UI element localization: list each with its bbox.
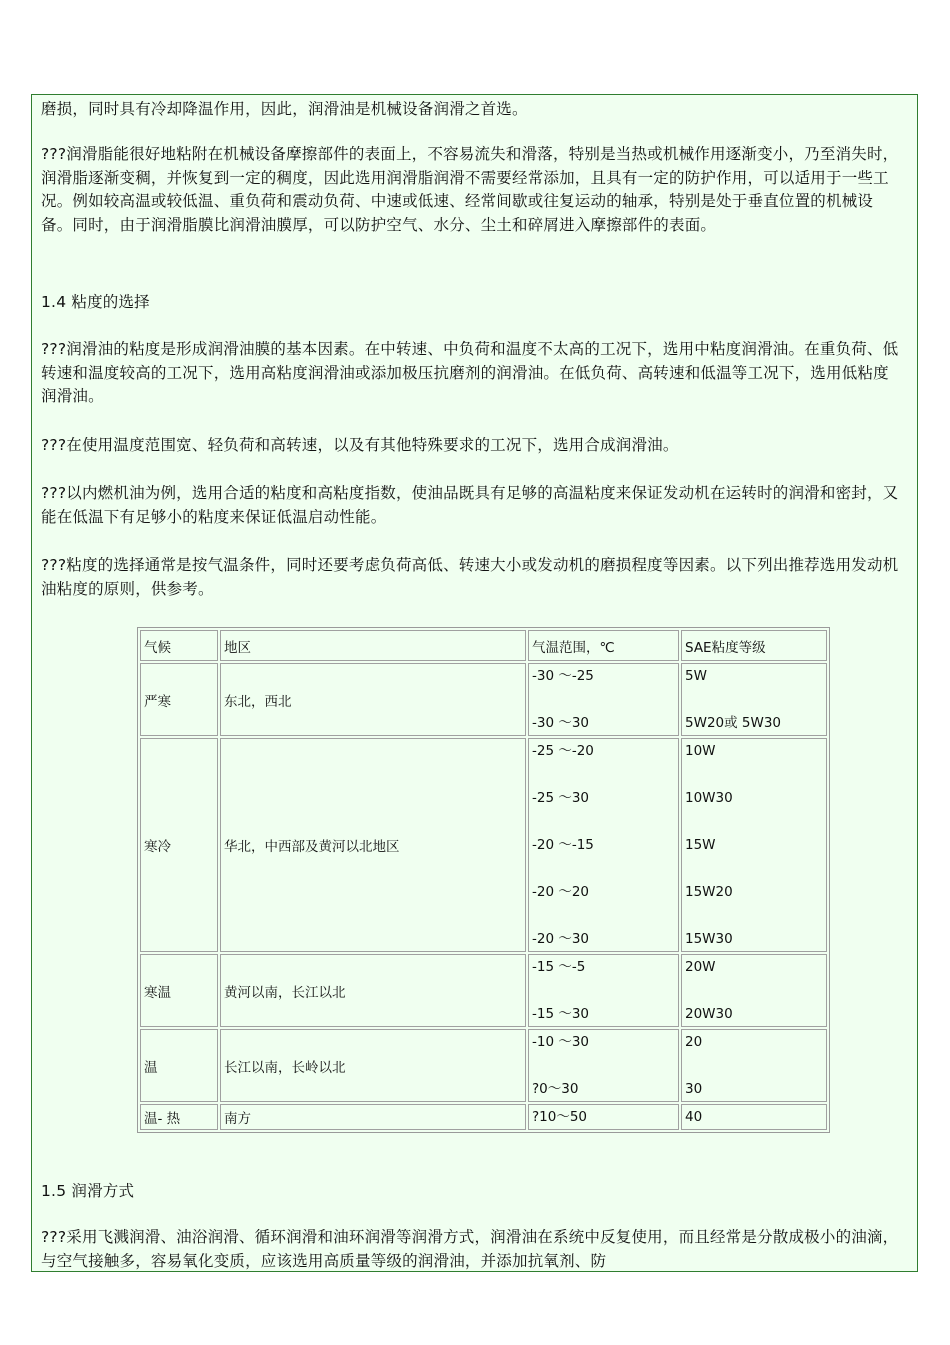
climate-cell: 寒温 [140, 954, 218, 1027]
temp-value: -15 ～30 [532, 1006, 590, 1022]
paragraph: ???润滑脂能很好地粘附在机械设备摩擦部件的表面上，不容易流失和滑落，特别是当热或机械作用逐渐变小，乃至消失时，润滑脂逐渐变稠，并恢复到一定的稠度，因此选用润滑脂润滑不需要经常添加，且具有一定的防护作用，可以适用于一些工况。例如较高温或较低温、重负荷和震动负荷、中速或低速、经常间歇或往复运动的轴承，特别是处于垂直位置的机械设备。同时，由于润滑脂膜比润滑油膜厚，可以防护空气、水分、尘土和碎屑进入摩擦部件的表面。 [41, 145, 899, 234]
temp-cell [528, 663, 679, 736]
section-heading-1-4: 1.4 粘度的选择 [41, 293, 150, 311]
region-cell: 华北，中西部及黄河以北地区 [220, 738, 526, 952]
temp-value: -15 ～-5 [532, 959, 586, 975]
paragraph: ???润滑油的粘度是形成润滑油膜的基本因素。在中转速、中负荷和温度不太高的工况下，选用中粘度润滑油。在重负荷、低转速和温度较高的工况下，选用高粘度润滑油或添加极压抗磨剂的润滑油。在低负荷、高转速和低温等工况下，选用低粘度润滑油。 [41, 340, 899, 405]
grade-value: 10W30 [685, 790, 733, 806]
temp-cell [528, 1104, 679, 1130]
table-row [140, 1104, 827, 1130]
grade-cell [681, 1104, 827, 1130]
table-row [140, 954, 827, 1027]
temp-value: ?0～30 [532, 1081, 579, 1097]
header-sae-grade: SAE粘度等级 [681, 630, 827, 661]
viscosity-table-wrapper [137, 627, 830, 1133]
paragraph: ???在使用温度范围宽、轻负荷和高转速，以及有其他特殊要求的工况下，选用合成润滑油。 [41, 436, 679, 454]
temp-cell [528, 954, 679, 1027]
grade-value: 15W20 [685, 884, 733, 900]
paragraph: ???以内燃机油为例，选用合适的粘度和高粘度指数，使油品既具有足够的高温粘度来保证发动机在运转时的润滑和密封，又能在低温下有足够小的粘度来保证低温启动性能。 [41, 484, 899, 526]
climate-cell: 温- 热 [140, 1104, 218, 1130]
paragraph: ???采用飞溅润滑、油浴润滑、循环润滑和油环润滑等润滑方式，润滑油在系统中反复使用，而且经常是分散成极小的油滴，与空气接触多，容易氧化变质，应该选用高质量等级的润滑油，并添加抗氧剂、防 [41, 1228, 899, 1270]
grade-cell [681, 738, 827, 952]
content-frame [31, 94, 918, 1272]
grade-value: 5W [685, 668, 707, 684]
grade-value: 5W20或 5W30 [685, 715, 782, 731]
header-temp-range: 气温范围，℃ [528, 630, 679, 661]
temp-value: -20 ～20 [532, 884, 590, 900]
region-cell: 南方 [220, 1104, 526, 1130]
climate-cell: 温 [140, 1029, 218, 1102]
table-row [140, 1029, 827, 1102]
temp-cell [528, 738, 679, 952]
table-row [140, 738, 827, 952]
paragraph: 磨损，同时具有冷却降温作用，因此，润滑油是机械设备润滑之首选。 [41, 100, 528, 118]
climate-cell: 寒冷 [140, 738, 218, 952]
climate-cell: 严寒 [140, 663, 218, 736]
region-cell: 长江以南，长岭以北 [220, 1029, 526, 1102]
temp-value: -30 ～30 [532, 715, 590, 731]
table-header-row [140, 630, 827, 661]
temp-value: -20 ～-15 [532, 837, 594, 853]
header-climate: 气候 [140, 630, 218, 661]
header-region: 地区 [220, 630, 526, 661]
grade-cell [681, 663, 827, 736]
grade-value: 15W30 [685, 931, 733, 947]
grade-value: 30 [685, 1081, 703, 1097]
temp-value: -25 ～30 [532, 790, 590, 806]
temp-value: -20 ～30 [532, 931, 590, 947]
viscosity-table [137, 627, 830, 1133]
paragraph: ???粘度的选择通常是按气温条件，同时还要考虑负荷高低、转速大小或发动机的磨损程度等因素。以下列出推荐选用发动机油粘度的原则，供参考。 [41, 556, 899, 598]
temp-value: -10 ～30 [532, 1034, 590, 1050]
grade-value: 20 [685, 1034, 703, 1050]
grade-cell [681, 954, 827, 1027]
region-cell: 黄河以南，长江以北 [220, 954, 526, 1027]
grade-value: 10W [685, 743, 716, 759]
table-row [140, 663, 827, 736]
grade-value: 40 [685, 1109, 703, 1125]
region-cell: 东北，西北 [220, 663, 526, 736]
temp-value: -25 ～-20 [532, 743, 594, 759]
grade-cell [681, 1029, 827, 1102]
temp-cell [528, 1029, 679, 1102]
section-heading-1-5: 1.5 润滑方式 [41, 1182, 135, 1200]
temp-value: -30 ～-25 [532, 668, 594, 684]
grade-value: 20W30 [685, 1006, 733, 1022]
grade-value: 20W [685, 959, 716, 975]
grade-value: 15W [685, 837, 716, 853]
temp-value: ?10～50 [532, 1109, 588, 1125]
